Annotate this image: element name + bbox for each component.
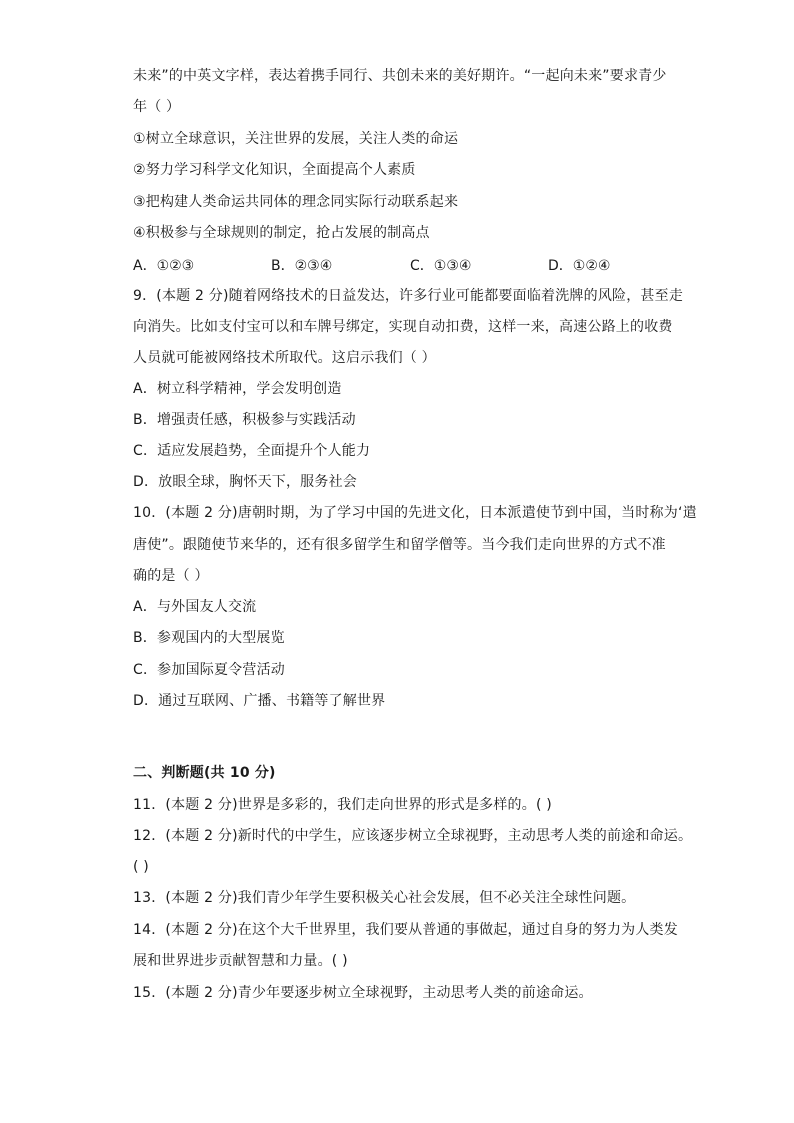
q8-option-b[interactable]: B．②③④ [271,258,333,274]
q10-stem-line3: 确的是（ ） [133,568,209,584]
q8-statement-4: ④积极参与全球规则的制定，抢占发展的制高点 [133,225,430,241]
q10-option-d[interactable]: D．通过互联网、广播、书籍等了解世界 [133,693,386,709]
q9-stem-line3: 人员就可能被网络技术所取代。这启示我们（ ） [133,350,436,366]
q8-statement-3: ③把构建人类命运共同体的理念同实际行动联系起来 [133,194,459,210]
q15-stem: 15．(本题 2 分)青少年要逐步树立全球视野，主动思考人类的前途命运。 [133,985,593,1001]
q8-option-a[interactable]: A．①②③ [133,258,195,274]
q9-stem-line2: 向消失。比如支付宝可以和车牌号绑定，实现自动扣费，这样一来，高速公路上的收费 [133,319,673,335]
q11-stem: 11．(本题 2 分)世界是多彩的，我们走向世界的形式是多样的。( ) [133,797,552,813]
q9-option-c[interactable]: C．适应发展趋势，全面提升个人能力 [133,443,371,459]
q8-statement-2: ②努力学习科学文化知识，全面提高个人素质 [133,162,416,178]
q10-stem-line1: 10．(本题 2 分)唐朝时期，为了学习中国的先进文化，日本派遣使节到中国，当时称为‘遣 [133,505,697,521]
q9-option-a[interactable]: A．树立科学精神，学会发明创造 [133,381,342,397]
q8-options [133,255,653,275]
q8-option-d[interactable]: D．①②④ [548,258,611,274]
q14-stem-line2: 展和世界进步贡献智慧和力量。( ) [133,953,348,969]
q8-statement-1: ①树立全球意识，关注世界的发展，关注人类的命运 [133,131,459,147]
q8-stem-line1: 未来”的中英文字样，表达着携手同行、共创未来的美好期许。“一起向未来”要求青少 [133,68,667,84]
q8-stem-line2: 年（ ） [133,99,181,115]
section-heading-judgment: 二、判断题(共 10 分) [133,765,276,781]
q9-stem-line1: 9．(本题 2 分)随着网络技术的日益发达，许多行业可能都要面临着洗牌的风险，甚至走 [133,288,684,304]
q14-stem-line1: 14．(本题 2 分)在这个大千世界里，我们要从普通的事做起，通过自身的努力为人类发 [133,922,678,938]
q12-answer-blank[interactable]: ( ) [133,859,149,875]
q9-option-b[interactable]: B．增强责任感，积极参与实践活动 [133,412,356,428]
q10-stem-line2: 唐使”。跟随使节来华的，还有很多留学生和留学僧等。当今我们走向世界的方式不准 [133,537,666,553]
q10-option-b[interactable]: B．参观国内的大型展览 [133,630,285,646]
q9-option-d[interactable]: D．放眼全球，胸怀天下，服务社会 [133,474,357,490]
q12-stem-line1: 12．(本题 2 分)新时代的中学生，应该逐步树立全球视野，主动思考人类的前途和命运。 [133,828,693,844]
q10-option-a[interactable]: A．与外国友人交流 [133,599,257,615]
q13-stem: 13．(本题 2 分)我们青少年学生要积极关心社会发展，但不必关注全球性问题。 [133,890,636,906]
q10-option-c[interactable]: C．参加国际夏令营活动 [133,662,285,678]
q8-option-c[interactable]: C．①③④ [410,258,472,274]
